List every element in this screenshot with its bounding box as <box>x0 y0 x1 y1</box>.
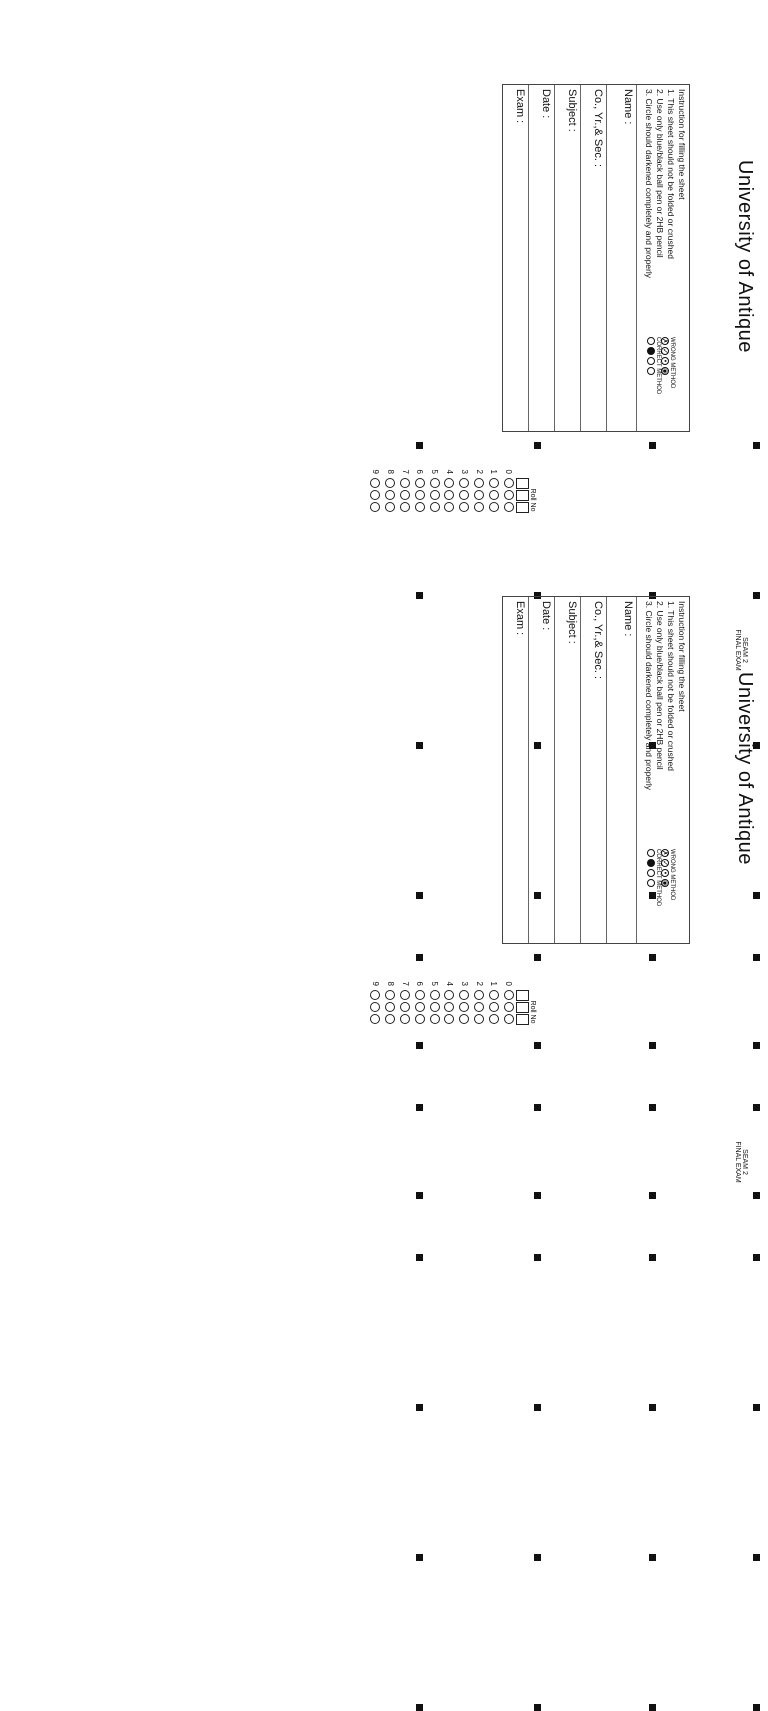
alignment-square <box>416 954 423 961</box>
roll-digit-row <box>442 972 457 1052</box>
roll-boxes <box>516 990 529 1052</box>
correct-mark-icon <box>647 337 655 345</box>
info-field[interactable] <box>554 597 581 943</box>
correct-mark-icon <box>647 347 655 355</box>
info-field[interactable] <box>502 85 529 431</box>
wrong-mark-icon: • <box>661 357 669 365</box>
bubble[interactable] <box>444 1002 454 1012</box>
alignment-square <box>416 1404 423 1411</box>
roll-digit: 2 <box>474 981 484 986</box>
wrong-mark-icon: • <box>661 869 669 877</box>
bubble[interactable] <box>400 1014 410 1024</box>
bubble[interactable] <box>370 490 380 500</box>
info-field[interactable] <box>610 85 637 431</box>
alignment-square <box>534 1404 541 1411</box>
alignment-square <box>534 442 541 449</box>
instruction-item: 1. This sheet should not be folded or crushed <box>666 89 676 259</box>
info-field-label: Date : <box>540 89 552 119</box>
alignment-square <box>649 1254 656 1261</box>
bubble[interactable] <box>474 990 484 1000</box>
bubble[interactable] <box>489 478 499 488</box>
info-field[interactable] <box>528 85 555 431</box>
instruction-item: 2. Use only blue/black ball pen or 2HB pencil <box>655 601 665 770</box>
info-field-label: Date : <box>540 601 552 631</box>
wrong-marks <box>661 337 669 394</box>
alignment-square <box>753 1254 760 1261</box>
bubble[interactable] <box>489 490 499 500</box>
alignment-square <box>534 954 541 961</box>
bubble[interactable] <box>430 490 440 500</box>
roll-digit-row <box>383 972 398 1052</box>
alignment-square <box>649 1404 656 1411</box>
bubble[interactable] <box>400 490 410 500</box>
roll-digit-row <box>398 972 413 1052</box>
bubble[interactable] <box>400 502 410 512</box>
bubble[interactable] <box>474 1002 484 1012</box>
alignment-square <box>534 1104 541 1111</box>
info-box <box>502 84 690 432</box>
roll-digit: 9 <box>370 981 380 986</box>
alignment-square <box>649 1104 656 1111</box>
roll-digit: 0 <box>504 469 514 474</box>
wrong-mark-icon: ✓ <box>661 860 668 866</box>
info-field-label: Subject : <box>566 89 578 132</box>
wrong-method-label: WRONG METHOD <box>669 849 675 901</box>
correct-method-label: CORRECT METHOD <box>655 337 661 395</box>
bubble[interactable] <box>444 1014 454 1024</box>
roll-digit: 1 <box>489 469 499 474</box>
bubble[interactable] <box>489 1014 499 1024</box>
info-field[interactable] <box>528 597 555 943</box>
info-field[interactable] <box>610 597 637 943</box>
roll-digit: 6 <box>415 469 425 474</box>
instructions <box>643 89 687 278</box>
sheet-title: University of Antique <box>734 672 756 865</box>
alignment-square <box>534 1254 541 1261</box>
info-field[interactable] <box>580 85 607 431</box>
wrong-mark-icon: ✗ <box>661 850 668 856</box>
roll-digit-box[interactable] <box>516 1014 529 1025</box>
alignment-square <box>416 1554 423 1561</box>
roll-digit: 1 <box>489 981 499 986</box>
roll-digit: 0 <box>504 981 514 986</box>
bubble[interactable] <box>444 490 454 500</box>
alignment-square <box>753 442 760 449</box>
correct-mark-icon <box>647 849 655 857</box>
bubble[interactable] <box>400 990 410 1000</box>
alignment-square <box>649 1704 656 1711</box>
roll-digit-row <box>368 972 383 1052</box>
bubble[interactable] <box>430 478 440 488</box>
bubble[interactable] <box>370 990 380 1000</box>
roll-digit-box[interactable] <box>516 490 529 501</box>
wrong-mark-icon: ✓ <box>661 348 668 354</box>
roll-digit: 5 <box>430 469 440 474</box>
bubble[interactable] <box>430 1014 440 1024</box>
alignment-square <box>416 1254 423 1261</box>
wrong-method-label: WRONG METHOD <box>669 337 675 389</box>
bubble[interactable] <box>504 490 514 500</box>
alignment-square <box>753 1404 760 1411</box>
bubble[interactable] <box>489 1002 499 1012</box>
alignment-square <box>753 1104 760 1111</box>
bubble[interactable] <box>385 1002 395 1012</box>
roll-digit: 2 <box>474 469 484 474</box>
bubble[interactable] <box>430 502 440 512</box>
info-field[interactable] <box>554 85 581 431</box>
bubble[interactable] <box>415 1002 425 1012</box>
instruction-item: 3. Circle should darkened completely and properly <box>644 89 654 278</box>
roll-digit: 8 <box>385 469 395 474</box>
bubble[interactable] <box>459 490 469 500</box>
bubble[interactable] <box>400 1002 410 1012</box>
bubble[interactable] <box>370 1002 380 1012</box>
roll-digit-row <box>412 972 427 1052</box>
roll-digit-row <box>501 972 516 1052</box>
bubble[interactable] <box>385 490 395 500</box>
bubble[interactable] <box>459 1014 469 1024</box>
marking-guide <box>647 337 675 394</box>
correct-marks <box>647 849 655 906</box>
correct-mark-icon <box>647 357 655 365</box>
roll-digit: 9 <box>370 469 380 474</box>
sheet-title: University of Antique <box>734 160 756 353</box>
bubble[interactable] <box>474 478 484 488</box>
correct-mark-icon <box>647 879 655 887</box>
bubble[interactable] <box>385 478 395 488</box>
instruction-item: 3. Circle should darkened completely and properly <box>644 601 654 790</box>
bubble[interactable] <box>474 490 484 500</box>
sheet-inner <box>370 512 768 1536</box>
roll-digit-box[interactable] <box>516 990 529 1001</box>
roll-digit-row <box>427 972 442 1052</box>
alignment-square <box>416 1104 423 1111</box>
info-field-label: Co., Yr.,& Sec. : <box>592 601 604 680</box>
instruction-item: 2. Use only blue/black ball pen or 2HB pencil <box>655 89 665 258</box>
bubble[interactable] <box>415 490 425 500</box>
bubble[interactable] <box>504 990 514 1000</box>
instruction-item: 1. This sheet should not be folded or crushed <box>666 601 676 771</box>
roll-digit: 3 <box>459 469 469 474</box>
roll-label: Roll No <box>529 488 536 512</box>
wrong-mark-icon: ◉ <box>661 880 668 887</box>
alignment-square <box>753 954 760 961</box>
bubble[interactable] <box>444 478 454 488</box>
bubble[interactable] <box>504 502 514 512</box>
roll-label: Roll No <box>529 1000 536 1024</box>
info-field-label: Subject : <box>566 601 578 644</box>
roll-digit: 4 <box>444 469 454 474</box>
bubble[interactable] <box>385 502 395 512</box>
alignment-square <box>534 1704 541 1711</box>
bubble[interactable] <box>504 478 514 488</box>
bubble[interactable] <box>474 1014 484 1024</box>
bubble[interactable] <box>415 478 425 488</box>
bubble[interactable] <box>489 990 499 1000</box>
roll-digit: 7 <box>400 469 410 474</box>
bubble[interactable] <box>459 478 469 488</box>
seam-label: SEAM 2 <box>741 1149 748 1175</box>
bubble[interactable] <box>430 1002 440 1012</box>
instructions <box>643 601 687 790</box>
bubble[interactable] <box>370 1014 380 1024</box>
bubble[interactable] <box>415 990 425 1000</box>
bubble[interactable] <box>489 502 499 512</box>
roll-digit-row <box>486 972 501 1052</box>
bubble[interactable] <box>370 478 380 488</box>
alignment-square <box>753 1554 760 1561</box>
bubble[interactable] <box>459 502 469 512</box>
answer-sheet-bottom <box>370 512 768 1536</box>
seam-label: SEAM 2 <box>741 637 748 663</box>
roll-digit-box[interactable] <box>516 1002 529 1013</box>
roll-digit: 3 <box>459 981 469 986</box>
info-field-label: Name : <box>622 89 634 125</box>
roll-digit: 7 <box>400 981 410 986</box>
bubble[interactable] <box>459 990 469 1000</box>
bubble[interactable] <box>504 1002 514 1012</box>
bubble[interactable] <box>400 478 410 488</box>
alignment-square <box>649 442 656 449</box>
correct-mark-icon <box>647 859 655 867</box>
bubble[interactable] <box>474 502 484 512</box>
instructions-heading: Instruction for filling the sheet <box>677 601 687 712</box>
correct-mark-icon <box>647 869 655 877</box>
roll-number-column <box>368 972 536 1052</box>
alignment-square <box>416 1704 423 1711</box>
wrong-marks <box>661 849 669 906</box>
roll-digit-row <box>457 972 472 1052</box>
alignment-square <box>649 954 656 961</box>
roll-digit-row <box>472 972 487 1052</box>
instructions-heading: Instruction for filling the sheet <box>677 89 687 200</box>
bubble[interactable] <box>430 990 440 1000</box>
alignment-square <box>534 1554 541 1561</box>
bubble[interactable] <box>504 1014 514 1024</box>
info-field[interactable] <box>502 597 529 943</box>
final-exam-label: FINAL EXAM <box>734 1141 741 1183</box>
info-field-label: Exam : <box>514 601 526 636</box>
exam-labels <box>734 1122 748 1202</box>
correct-marks <box>647 337 655 394</box>
bubble[interactable] <box>415 1014 425 1024</box>
alignment-square <box>753 1704 760 1711</box>
bubble[interactable] <box>415 502 425 512</box>
bubble[interactable] <box>459 1002 469 1012</box>
info-field-label: Exam : <box>514 89 526 124</box>
wrong-mark-icon: ◉ <box>661 368 668 375</box>
bubble[interactable] <box>444 990 454 1000</box>
bubble[interactable] <box>385 990 395 1000</box>
alignment-square <box>416 442 423 449</box>
info-field[interactable] <box>580 597 607 943</box>
correct-method-label: CORRECT METHOD <box>655 849 661 907</box>
info-field-label: Name : <box>622 601 634 637</box>
roll-digit: 5 <box>430 981 440 986</box>
roll-digit: 4 <box>444 981 454 986</box>
alignment-square <box>649 1554 656 1561</box>
bubble[interactable] <box>370 502 380 512</box>
marking-guide <box>647 849 675 906</box>
correct-mark-icon <box>647 367 655 375</box>
info-box <box>502 596 690 944</box>
info-field-label: Co., Yr.,& Sec. : <box>592 89 604 168</box>
roll-digit: 8 <box>385 981 395 986</box>
roll-digit-box[interactable] <box>516 478 529 489</box>
roll-digit-row <box>368 460 383 540</box>
bubble[interactable] <box>385 1014 395 1024</box>
wrong-mark-icon: ✗ <box>661 338 668 344</box>
final-exam-label: FINAL EXAM <box>734 629 741 671</box>
roll-digit: 6 <box>415 981 425 986</box>
bubble[interactable] <box>444 502 454 512</box>
